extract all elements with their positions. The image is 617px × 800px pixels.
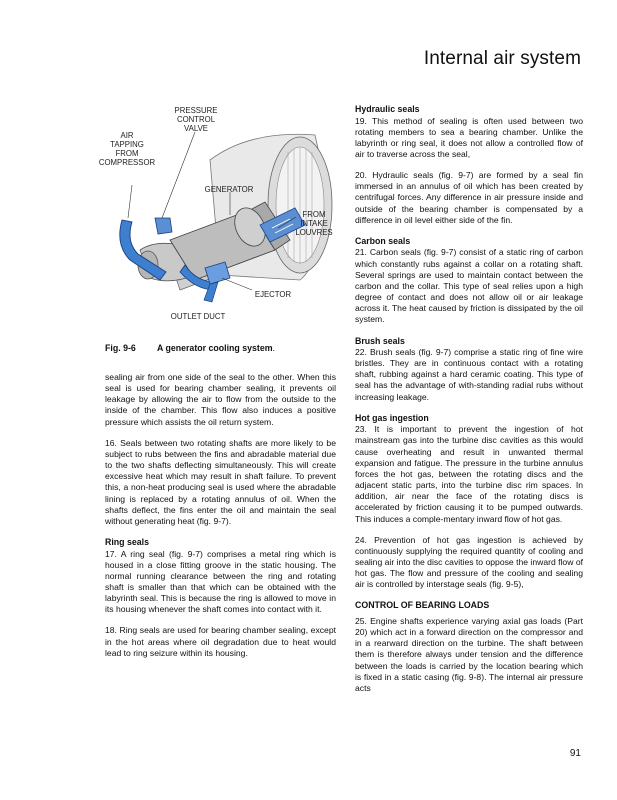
paragraph-23: 23. It is important to prevent the ingestion of hot mainstream gas into the turbine disc cavities as this would cause overheating and result in unwanted thermal expansion and fatigue. The pressure in the turbine annulus forces the hot gas, between the rotating discs and the adjacent static parts, into the turbine disc rim spaces. In addition, air near the face of the rotating discs is accelerated by friction causing it to be pumped outwards. This induces a comple-mentary inward flow of hot gas. [355,424,583,524]
paragraph-22: 22. Brush seals (fig. 9-7) comprise a static ring of fine wire bristles. They are in continuous contact with a rotating shaft, rubbing against a hard ceramic coating. This type of seal has the advantage of with-standing radial rubs without increasing leakage. [355,347,583,402]
paragraph-21: 21. Carbon seals (fig. 9-7) consist of a static ring of carbon which constantly rubs against a collar on a rotating shaft. Several springs are used to maintain contact between the carbon and the collar. This type of seal relies upon a high degree of contact and does not allow oil or air leakage across it. The heat caused by friction is dissipated by the oil system. [355,247,583,325]
heading-hydraulic-seals: Hydraulic seals [355,104,420,114]
paragraph-19: 19. This method of sealing is often used between two rotating members to sea a bearing chamber. Unlike the labyrinth or ring seal, it does not allow a controlled flow of air to traverse across the seal, [355,115,583,159]
page-header-title: Internal air system [423,48,581,69]
label-outlet-duct: OUTLET DUCT [170,312,226,321]
page-number: 91 [569,748,581,759]
label-ejector: EJECTOR [254,290,292,299]
caption-end: . [272,343,275,353]
paragraph-20: 20. Hydraulic seals (fig. 9-7) are formed by a seal fin immersed in an annulus of oil which has been created by centrifugal forces. Any difference in air pressure inside and outside of the bearing chamber is compensated by a difference in oil level either side of the fin. [355,170,583,225]
heading-brush-seals: Brush seals [355,335,405,346]
paragraph-24: 24. Prevention of hot gas ingestion is achieved by continuously supplying the required quantity of cooling and sealing air into the disc cavities to oppose the inward flow of hot gas. The flow and pressure of the cooling and sealing air is controlled by interstage seals (fig. 9-5), [355,534,583,590]
paragraph-25: 25. Engine shafts experience varying axial gas loads (Part 20) which act in a forward direction on the compressor and in a rearward direction on the turbine. The shaft between them is therefore always under tension and the difference between the loads is carried by the location bearing which is fixed in a static casing (fig. 9-8). The internal air pressure acts [355,615,583,693]
paragraph-18: 18. Ring seals are used for bearing chamber sealing, except in the hot areas where oil degradation due to heat would lead to ring seizure within its housing. [105,625,336,658]
caption-text: A generator cooling system [157,343,273,353]
label-generator: GENERATOR [204,185,254,194]
label-air-tapping: AIR TAPPING FROM COMPRESSOR [98,131,156,167]
paragraph-16: 16. Seals between two rotating shafts are more likely to be subject to rubs between the fins and abradable material due to the two shafts deflecting simultaneously. This will create excessive heat which may result in shaft failure. To prevent this, a non-heat producing seal is used where the abradable lining is replaced by a rotating annulus of oil. When the shafts deflect, the fins enter the oil and maintain the seal without generating heat (fig. 9-7). [105,437,336,526]
right-column [355,104,583,704]
figure-caption [105,343,275,353]
figure-generator-cooling [100,100,340,332]
heading-ring-seals: Ring seals [105,537,150,548]
caption-number: Fig. 9-6 [105,343,136,353]
heading-control-of-bearing-loads: CONTROL OF BEARING LOADS [355,600,490,611]
paragraph-17: 17. A ring seal (fig. 9-7) comprises a metal ring which is housed in a close fitting groove in the static housing. The normal running clearance between the ring and rotating shaft is smaller than that which can be obtained with the labyrinth seal. This is because the ring is allowed to move in its housing whenever the shaft comes into contact with it. [105,548,336,615]
paragraph: sealing air from one side of the seal to the other. When this seal is used for bearing chamber sealing, it prevents oil leakage by allowing the air to flow from the outside to the inside of the chamber. This flow also induces a positive pressure which assists the oil return system. [105,372,336,427]
heading-hot-gas-ingestion: Hot gas ingestion [355,412,429,423]
label-pressure-control-valve: PRESSURE CONTROL VALVE [174,106,218,133]
heading-carbon-seals: Carbon seals [355,235,411,246]
label-from-intake-louvres: FROM INTAKE LOUVRES [295,210,333,237]
left-column [105,372,336,669]
